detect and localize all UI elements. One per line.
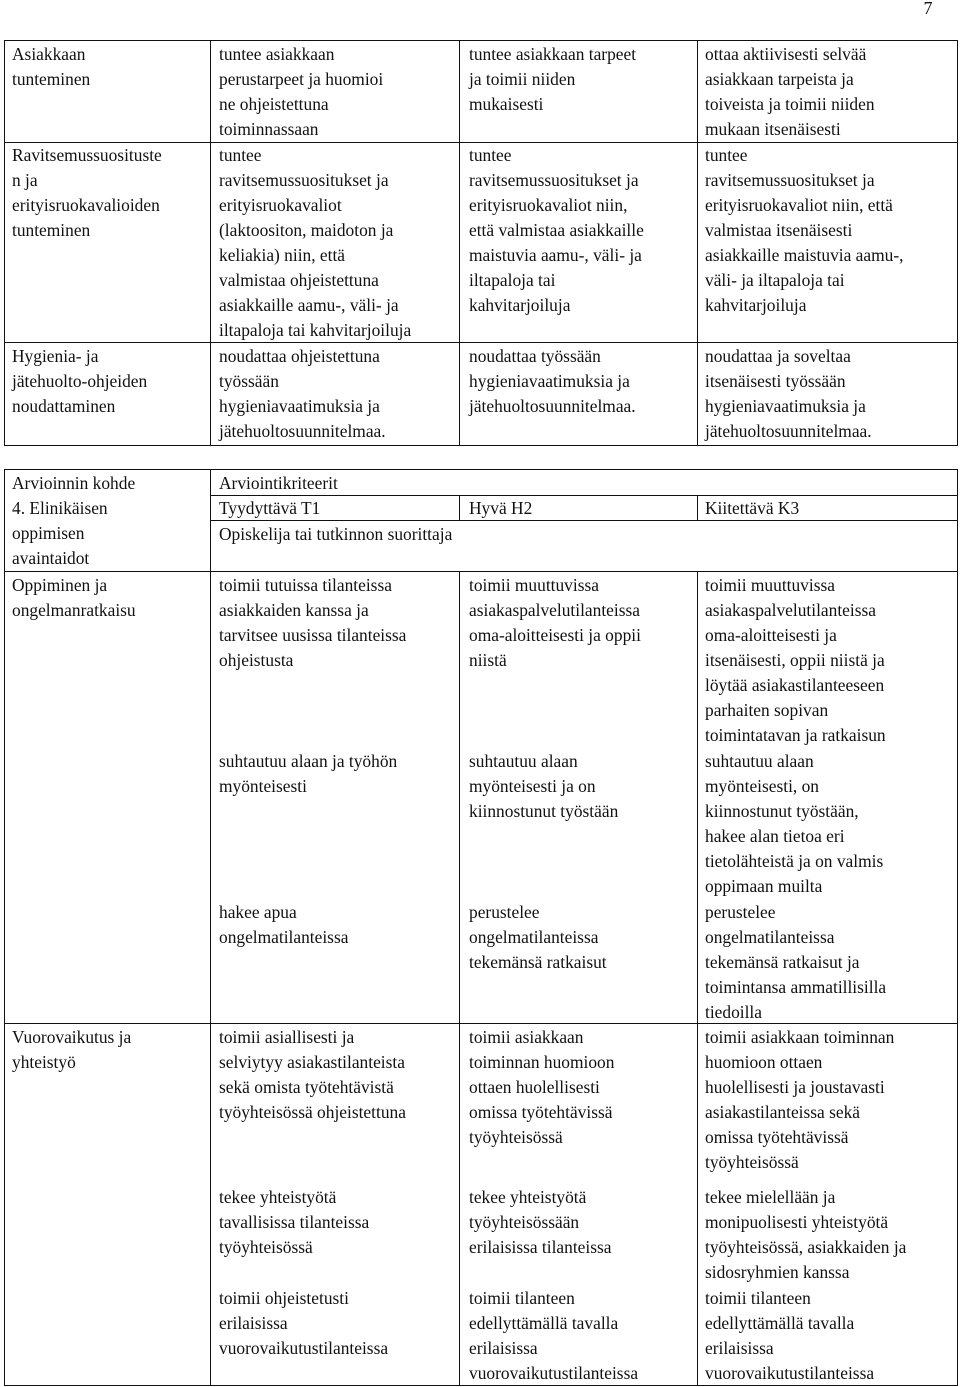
table-column-divider (459, 571, 460, 1386)
criteria-h2: tekee yhteistyötä työyhteisössään erilaisissa tilanteissa (469, 1187, 612, 1257)
criteria-t1: toimii tutuissa tilanteissa asiakkaiden kanssa ja tarvitsee uusissa tilanteissa ohjeistusta (219, 575, 407, 670)
criteria-h2: tuntee asiakkaan tarpeet ja toimii niiden mukaisesti (469, 44, 637, 114)
criteria-k3: tuntee ravitsemussuositukset ja erityisruokavaliot niin, että valmistaa itsenäisesti asiakkaille maistuvia aamu-, väli- ja iltapaloja tai kahvitarjoiluja (705, 145, 904, 315)
criteria-h2: toimii tilanteen edellyttämällä tavalla erilaisissa vuorovaikutustilanteissa (469, 1288, 639, 1383)
criteria-k3: ottaa aktiivisesti selvää asiakkaan tarpeista ja toiveista ja toimii niiden mukaan itsenäisesti (705, 44, 875, 139)
criteria-k3: toimii tilanteen edellyttämällä tavalla erilaisissa vuorovaikutustilanteissa (705, 1288, 875, 1383)
criteria-k3: suhtautuu alaan myönteisesti, on kiinnostunut työstään, hakee alan tietoa eri tietolähteistä ja on valmis oppimaan muilta (705, 751, 884, 896)
table-column-divider (210, 40, 211, 446)
table-column-divider (210, 469, 211, 1386)
criteria-k3: toimii muuttuvissa asiakaspalvelutilanteissa oma-aloitteisesti ja itsenäisesti, oppii niistä ja löytää asiakastilanteeseen parhaiten sopivan toimintatavan ja ratkaisun (705, 575, 886, 745)
criteria-t1: tuntee asiakkaan perustarpeet ja huomioi ne ohjeistettuna toiminnassaan (219, 44, 384, 139)
criteria-h2: tuntee ravitsemussuositukset ja erityisruokavaliot niin, että valmistaa asiakkaille maistuvia aamu-, väli- ja iltapaloja tai kahvitarjoiluja (469, 145, 644, 315)
table-border-bottom (4, 445, 958, 446)
table-row-divider (4, 571, 958, 572)
criteria-t1: hakee apua ongelmatilanteissa (219, 902, 349, 947)
header-assessment-criteria: Arviointikriteerit (219, 473, 338, 493)
criteria-t1: tekee yhteistyötä tavallisissa tilanteissa työyhteisössä (219, 1187, 370, 1257)
table-column-divider (697, 40, 698, 446)
assessment-target: Asiakkaan tunteminen (12, 44, 91, 89)
table-column-divider (957, 469, 958, 1386)
table-column-divider (459, 40, 460, 446)
assessment-target: Hygienia- ja jätehuolto-ohjeiden noudattaminen (12, 346, 148, 416)
page-number: 7 (923, 0, 933, 18)
table-row-divider (4, 342, 958, 343)
table-column-divider (697, 571, 698, 1386)
assessment-target: Ravitsemussuosituste n ja erityisruokavalioiden tunteminen (12, 145, 162, 240)
criteria-h2: toimii muuttuvissa asiakaspalvelutilanteissa oma-aloitteisesti ja oppii niistä (469, 575, 641, 670)
subject-line: Opiskelija tai tutkinnon suorittaja (219, 524, 453, 544)
criteria-k3: perustelee ongelmatilanteissa tekemänsä ratkaisut ja toimintansa ammatillisilla tiedoilla (705, 902, 887, 1022)
table-column-divider (459, 495, 460, 521)
criteria-k3: noudattaa ja soveltaa itsenäisesti työssään hygieniavaatimuksia ja jätehuoltosuunnitelmaa. (705, 346, 872, 441)
grade-k3: Kiitettävä K3 (705, 498, 800, 518)
criteria-t1: tuntee ravitsemussuositukset ja erityisruokavaliot (laktoositon, maidoton ja keliakia) niin, että valmistaa ohjeistettuna asiakkaille aamu-, väli- ja iltapaloja tai kahvitarjoiluja (219, 145, 412, 340)
assessment-target: Vuorovaikutus ja yhteistyö (12, 1027, 132, 1072)
criteria-h2: toimii asiakkaan toiminnan huomioon ottaen huolellisesti omissa työtehtävissä työyhteisössä (469, 1027, 615, 1147)
table-border-top (4, 40, 958, 41)
section-title: 4. Elinikäisen oppimisen avaintaidot (12, 498, 108, 568)
criteria-t1: noudattaa ohjeistettuna työssään hygieniavaatimuksia ja jätehuoltosuunnitelmaa. (219, 346, 386, 441)
table-column-divider (697, 495, 698, 521)
criteria-t1: toimii ohjeistetusti erilaisissa vuorovaikutustilanteissa (219, 1288, 389, 1358)
criteria-h2: suhtautuu alaan myönteisesti ja on kiinnostunut työstään (469, 751, 619, 821)
table-border-top (4, 469, 958, 470)
grade-t1: Tyydyttävä T1 (219, 498, 321, 518)
header-assessment-target: Arvioinnin kohde (12, 473, 136, 493)
criteria-h2: noudattaa työssään hygieniavaatimuksia ja jätehuoltosuunnitelmaa. (469, 346, 636, 416)
criteria-t1: toimii asiallisesti ja selviytyy asiakastilanteista sekä omista työtehtävistä työyhteisössä ohjeistettuna (219, 1027, 406, 1122)
criteria-k3: tekee mielellään ja monipuolisesti yhteistyötä työyhteisössä, asiakkaiden ja sidosryhmien kanssa (705, 1187, 907, 1282)
assessment-target: Oppiminen ja ongelmanratkaisu (12, 575, 136, 620)
criteria-h2: perustelee ongelmatilanteissa tekemänsä ratkaisut (469, 902, 607, 972)
criteria-k3: toimii asiakkaan toiminnan huomioon ottaen huolellisesti ja joustavasti asiakastilanteissa sekä omissa työtehtävissä työyhteisössä (705, 1027, 895, 1172)
grade-h2: Hyvä H2 (469, 498, 533, 518)
criteria-t1: suhtautuu alaan ja työhön myönteisesti (219, 751, 398, 796)
table-column-divider (4, 40, 5, 446)
table-column-divider (4, 469, 5, 1386)
table-column-divider (957, 40, 958, 446)
